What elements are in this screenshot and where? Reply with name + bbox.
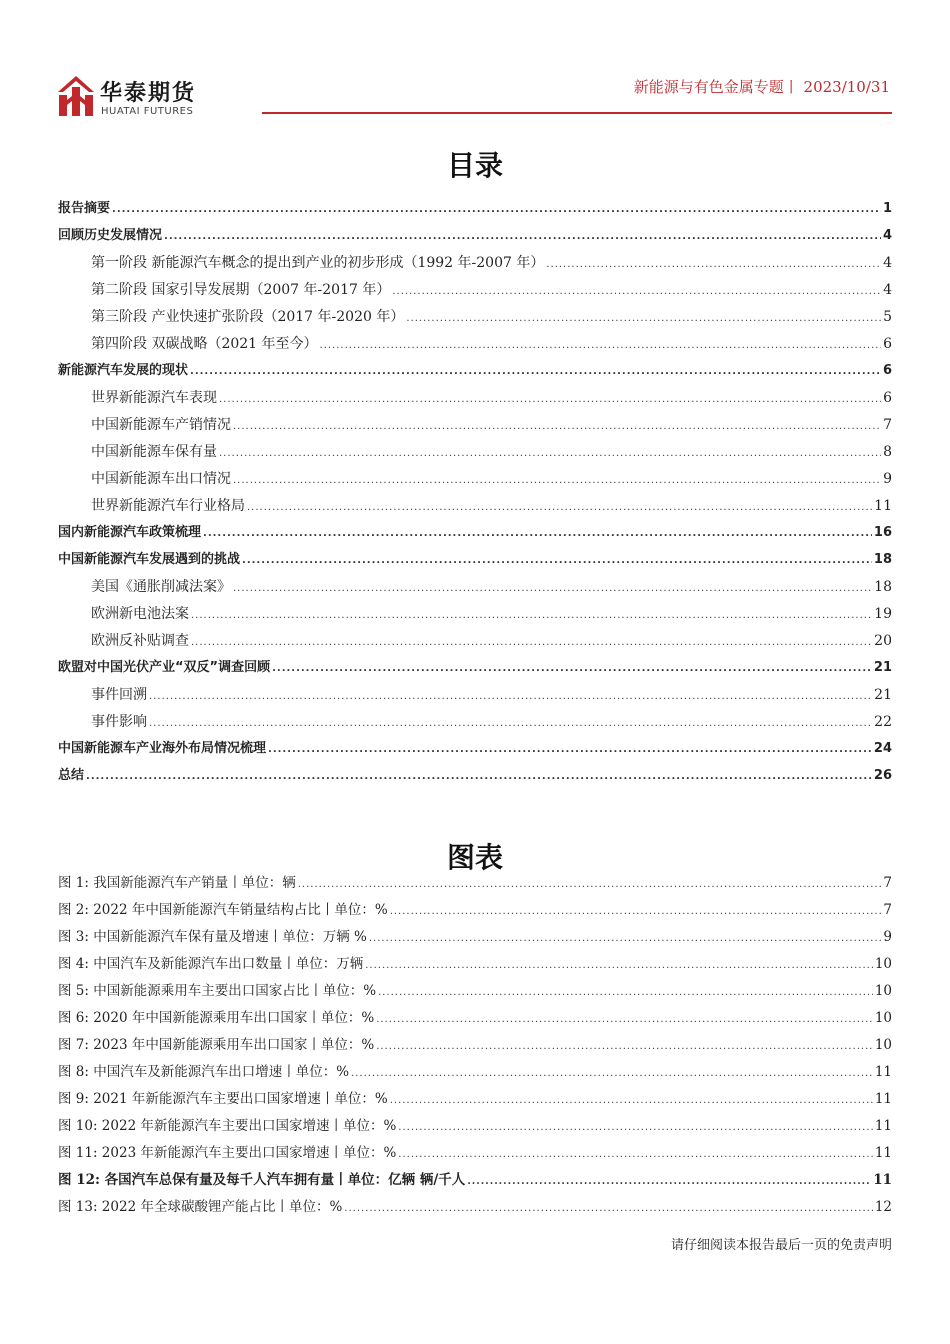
toc-entry-title: 欧洲新电池法案 <box>91 606 189 622</box>
brand-name-en: HUATAI FUTURES <box>101 106 194 117</box>
dot-leader <box>191 607 872 625</box>
toc-entry-title: 中国新能源车产销情况 <box>91 417 231 433</box>
dot-leader <box>351 1065 873 1083</box>
page-number: 4 <box>883 282 892 298</box>
toc-entry-title: 欧盟对中国光伏产业“双反”调查回顾 <box>58 660 271 675</box>
figure-entry[interactable] <box>58 1171 892 1189</box>
figure-entry-title: 图 2: 2022 年中国新能源汽车销量结构占比丨单位：% <box>58 902 388 918</box>
dot-leader <box>219 391 881 409</box>
page-number: 20 <box>874 633 892 649</box>
toc-entry[interactable] <box>58 632 892 650</box>
page-number: 4 <box>883 255 892 271</box>
dot-leader <box>467 1173 871 1191</box>
page-number: 11 <box>874 1145 892 1161</box>
toc-entry-title: 总结 <box>58 768 85 783</box>
dot-leader <box>149 688 872 706</box>
dot-leader <box>219 445 881 463</box>
page-number: 6 <box>883 336 892 352</box>
toc-entry[interactable] <box>58 740 892 758</box>
dot-leader <box>164 228 881 246</box>
toc-entry-title: 事件回溯 <box>91 687 147 703</box>
figure-entry[interactable] <box>58 874 892 892</box>
page-number: 11 <box>874 498 892 514</box>
toc-entry-title: 国内新能源汽车政策梳理 <box>58 525 202 540</box>
toc-entry[interactable] <box>58 335 892 353</box>
toc-entry[interactable] <box>58 659 892 677</box>
dot-leader <box>344 1200 873 1218</box>
page-number: 4 <box>882 228 892 243</box>
figure-entry-title: 图 12: 各国汽车总保有量及每千人汽车拥有量丨单位：亿辆 辆/千人 <box>58 1172 466 1188</box>
toc-entry-title: 第三阶段 产业快速扩张阶段（2017 年-2020 年） <box>91 309 405 325</box>
page-number: 21 <box>873 660 892 675</box>
dot-leader <box>398 1119 873 1137</box>
page-number: 6 <box>882 363 892 378</box>
dot-leader <box>320 337 882 355</box>
toc-entry[interactable] <box>58 605 892 623</box>
figure-entry[interactable] <box>58 982 892 1000</box>
page-number: 16 <box>873 525 892 540</box>
dot-leader <box>398 1146 873 1164</box>
page-number: 22 <box>874 714 892 730</box>
company-logo <box>56 74 226 120</box>
toc-entry[interactable] <box>58 524 892 542</box>
toc-entry[interactable] <box>58 389 892 407</box>
figure-entry[interactable] <box>58 1117 892 1135</box>
page-number: 5 <box>883 309 892 325</box>
toc-entry[interactable] <box>58 227 892 245</box>
dot-leader <box>203 525 872 543</box>
page-number: 9 <box>883 471 892 487</box>
dot-leader <box>406 310 881 328</box>
dot-leader <box>376 1038 873 1056</box>
toc-entry-title: 新能源汽车发展的现状 <box>58 363 189 378</box>
huatai-logo-icon <box>56 74 96 118</box>
page-number: 12 <box>874 1199 892 1215</box>
dot-leader <box>272 660 872 678</box>
figure-entry-title: 图 9: 2021 年新能源汽车主要出口国家增速丨单位：% <box>58 1091 388 1107</box>
page-number: 7 <box>883 902 892 918</box>
toc-entry-title: 事件影响 <box>91 714 147 730</box>
page-number: 10 <box>874 956 892 972</box>
figure-entry[interactable] <box>58 1144 892 1162</box>
figure-entry[interactable] <box>58 1063 892 1081</box>
page-number: 11 <box>873 1172 892 1188</box>
header-divider <box>262 112 892 114</box>
toc-entry-title: 回顾历史发展情况 <box>58 228 163 243</box>
figure-entry[interactable] <box>58 1090 892 1108</box>
toc-entry-title: 中国新能源车保有量 <box>91 444 217 460</box>
figure-entry[interactable] <box>58 928 892 946</box>
figure-entry-title: 图 1: 我国新能源汽车产销量丨单位：辆 <box>58 875 296 891</box>
page-number: 11 <box>874 1064 892 1080</box>
page-number: 9 <box>883 929 892 945</box>
toc-entry[interactable] <box>58 767 892 785</box>
toc-entry[interactable] <box>58 470 892 488</box>
page-number: 8 <box>883 444 892 460</box>
toc-entry-title: 报告摘要 <box>58 201 111 216</box>
page-number: 10 <box>874 1010 892 1026</box>
dot-leader <box>268 741 872 759</box>
figure-entry-title: 图 13: 2022 年全球碳酸锂产能占比丨单位：% <box>58 1199 343 1215</box>
toc-entry[interactable] <box>58 281 892 299</box>
page-number: 11 <box>874 1091 892 1107</box>
toc-entry[interactable] <box>58 551 892 569</box>
dot-leader <box>298 876 882 894</box>
dot-leader <box>365 957 873 975</box>
dot-leader <box>546 256 881 274</box>
toc-entry-title: 世界新能源汽车表现 <box>91 390 217 406</box>
page-number: 7 <box>883 417 892 433</box>
figure-entry-title: 图 10: 2022 年新能源汽车主要出口国家增速丨单位：% <box>58 1118 397 1134</box>
dot-leader <box>390 1092 873 1110</box>
figure-entry-title: 图 8: 中国汽车及新能源汽车出口增速丨单位：% <box>58 1064 350 1080</box>
toc-entry-title: 美国《通胀削减法案》 <box>91 579 231 595</box>
figures-title: 图表 <box>446 841 503 874</box>
toc-entry[interactable] <box>58 686 892 704</box>
dot-leader <box>191 634 872 652</box>
figure-entry[interactable] <box>58 1009 892 1027</box>
toc-entry[interactable] <box>58 578 892 596</box>
figure-entry-title: 图 3: 中国新能源汽车保有量及增速丨单位：万辆 % <box>58 929 367 945</box>
page-number: 24 <box>873 741 892 756</box>
footer-disclaimer: 请仔细阅读本报告最后一页的免责声明 <box>670 1238 892 1253</box>
figure-entry-title: 图 11: 2023 年新能源汽车主要出口国家增速丨单位：% <box>58 1145 397 1161</box>
toc-entry-title: 欧洲反补贴调查 <box>91 633 189 649</box>
dot-leader <box>190 363 881 381</box>
dot-leader <box>149 715 872 733</box>
toc-entry[interactable] <box>58 713 892 731</box>
report-info: 新能源与有色金属专题丨 2023/10/31 <box>633 78 890 96</box>
toc-entry-title: 第二阶段 国家引导发展期（2007 年-2017 年） <box>91 282 391 298</box>
toc-title: 目录 <box>446 149 503 182</box>
page-number: 7 <box>883 875 892 891</box>
page-number: 6 <box>883 390 892 406</box>
dot-leader <box>247 499 872 517</box>
dot-leader <box>233 580 872 598</box>
toc-entry[interactable] <box>58 497 892 515</box>
page-number: 19 <box>874 606 892 622</box>
toc-entry[interactable] <box>58 362 892 380</box>
page-number: 21 <box>874 687 892 703</box>
figure-entry[interactable] <box>58 1036 892 1054</box>
toc-entry-title: 世界新能源汽车行业格局 <box>91 498 245 514</box>
toc-entry[interactable] <box>58 308 892 326</box>
dot-leader <box>242 552 872 570</box>
page-number: 18 <box>874 579 892 595</box>
figure-entry-title: 图 5: 中国新能源乘用车主要出口国家占比丨单位：% <box>58 983 377 999</box>
toc-entry-title: 第一阶段 新能源汽车概念的提出到产业的初步形成（1992 年-2007 年） <box>91 255 545 271</box>
toc-entry[interactable] <box>58 416 892 434</box>
toc-entry-title: 第四阶段 双碳战略（2021 年至今） <box>91 336 318 352</box>
page-number: 10 <box>874 1037 892 1053</box>
dot-leader <box>392 283 881 301</box>
brand-name-cn: 华泰期货 <box>100 81 197 106</box>
dot-leader <box>112 201 881 219</box>
dot-leader <box>369 930 882 948</box>
figure-entry[interactable] <box>58 955 892 973</box>
figure-entry-title: 图 4: 中国汽车及新能源汽车出口数量丨单位：万辆 <box>58 956 364 972</box>
toc-entry-title: 中国新能源车产业海外布局情况梳理 <box>58 741 267 756</box>
dot-leader <box>233 418 881 436</box>
page-number: 11 <box>874 1118 892 1134</box>
page-number: 18 <box>873 552 892 567</box>
figure-entry-title: 图 6: 2020 年中国新能源乘用车出口国家丨单位：% <box>58 1010 375 1026</box>
toc-entry-title: 中国新能源车出口情况 <box>91 471 231 487</box>
dot-leader <box>86 768 872 786</box>
toc-entry[interactable] <box>58 443 892 461</box>
dot-leader <box>378 984 873 1002</box>
dot-leader <box>233 472 881 490</box>
page-number: 26 <box>873 768 892 783</box>
figure-entry[interactable] <box>58 1198 892 1216</box>
toc-entry[interactable] <box>58 200 892 218</box>
toc-entry-title: 中国新能源汽车发展遇到的挑战 <box>58 552 241 567</box>
dot-leader <box>376 1011 873 1029</box>
toc-entry[interactable] <box>58 254 892 272</box>
figure-entry[interactable] <box>58 901 892 919</box>
dot-leader <box>390 903 882 921</box>
page-number: 1 <box>882 201 892 216</box>
figure-entry-title: 图 7: 2023 年中国新能源乘用车出口国家丨单位：% <box>58 1037 375 1053</box>
page-number: 10 <box>874 983 892 999</box>
